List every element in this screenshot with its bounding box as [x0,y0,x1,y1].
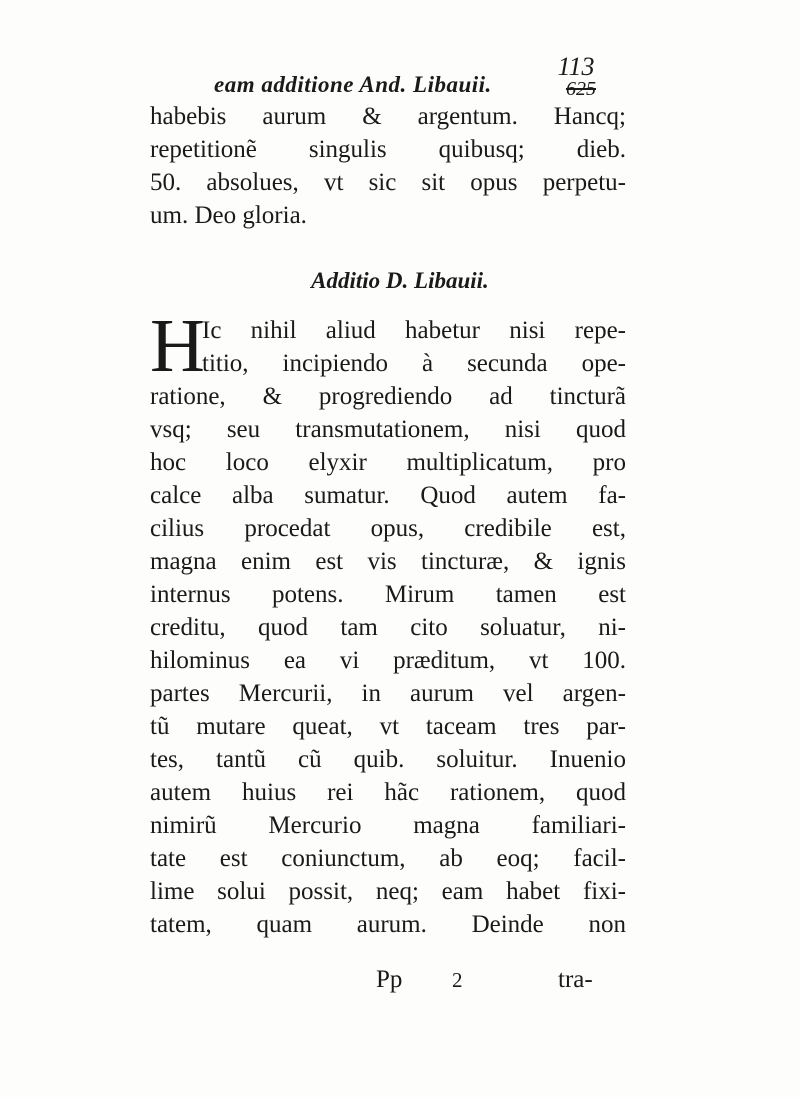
text-line: ratione, & progrediendo ad tincturã [150,383,626,410]
text-line: habebis aurum & argentum. Hancq; [150,103,626,130]
page-number-current: 113 [557,52,595,81]
text-line: lime solui possit, neq; eam habet fixi- [150,878,626,905]
paragraph-1 [150,100,626,232]
text-line: hilominus ea vi præditum, vt 100. [150,647,626,674]
catchword: tra- [558,966,593,993]
text-line: cilius procedat opus, credibile est, [150,515,626,542]
page-number [556,52,596,100]
text-line: tes, tantũ cũ quib. soluitur. Inuenio [150,746,626,773]
running-head: eam additione And. Libauii. [214,72,492,97]
text-line: calce alba sumatur. Quod autem fa- [150,482,626,509]
text-line: hoc loco elyxir multiplicatum, pro [150,449,626,476]
text-line: vsq; seu transmutationem, nisi quod [150,416,626,443]
text-line: titio, incipiendo à secunda ope- [202,350,626,377]
section-heading: Additio D. Libauii. [311,268,489,293]
text-line: tatem, quam aurum. Deinde non [150,911,626,938]
drop-cap: H [150,304,205,388]
page-number-struck: 625 [566,78,596,100]
text-line: 50. absolues, vt sic sit opus perpetu- [150,169,626,196]
text-line: repetitionẽ singulis quibusq; dieb. [150,136,626,163]
text-line: partes Mercurii, in aurum vel argen- [150,680,626,707]
text-line: nimirũ Mercurio magna familiari- [150,812,626,839]
paragraph-2 [150,314,626,941]
text-line: tũ mutare queat, vt taceam tres par- [150,713,626,740]
signature-number: 2 [452,968,463,992]
text-line: Ic nihil aliud habetur nisi repe- [202,317,626,344]
text-line: autem huius rei hãc rationem, quod [150,779,626,806]
text-line: magna enim est vis tincturæ, & ignis [150,548,626,575]
text-line: internus potens. Mirum tamen est [150,581,626,608]
text-line: creditu, quod tam cito soluatur, ni- [150,614,626,641]
text-line: um. Deo gloria. [150,202,307,229]
signature-mark: Pp [376,966,403,993]
text-line: tate est coniunctum, ab eoq; facil- [150,845,626,872]
